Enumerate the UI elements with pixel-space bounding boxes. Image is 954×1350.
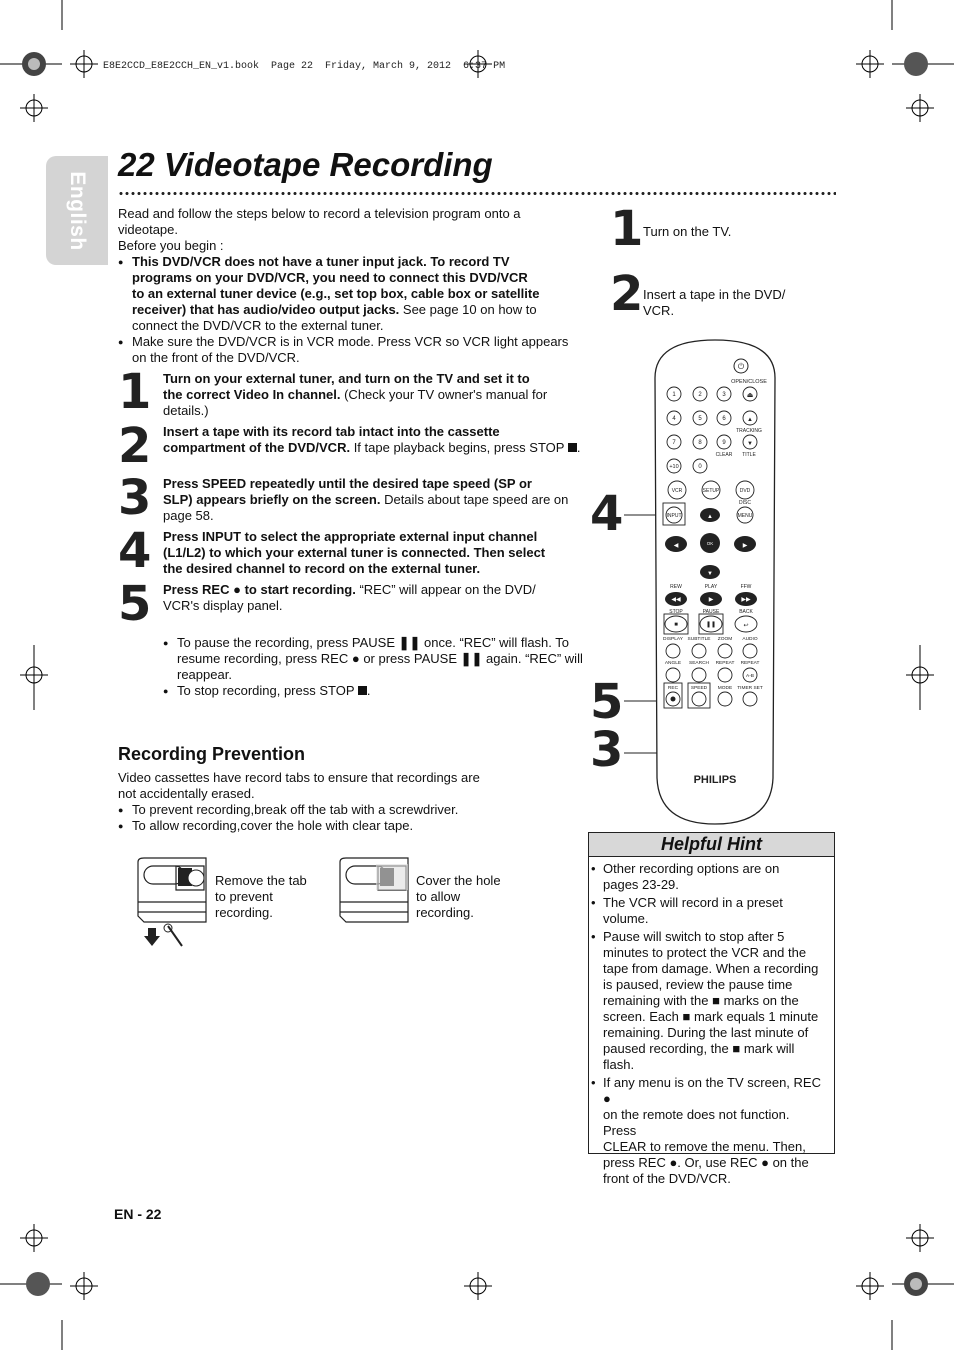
fig-caption-line: Cover the hole (416, 873, 501, 888)
search-label: SEARCH (689, 661, 709, 666)
fig-caption-line: recording. (215, 905, 273, 920)
svg-text:■: ■ (674, 622, 678, 628)
helpful-hint-box (588, 832, 835, 1186)
hint-line: pages 23-29. (603, 877, 679, 892)
setup-label: SETUP (702, 488, 720, 494)
print-header: E8E2CCD_E8E2CCH_EN_v1.book Page 22 Friday, March 9, 2012 6:37 PM (103, 61, 506, 72)
step-line: (L1/L2) to which your external tuner is connected. Then select (163, 545, 546, 560)
step-line: the correct Video In channel. (163, 387, 341, 402)
right-step-line: VCR. (643, 303, 675, 318)
intro-bullet-line: programs on your DVD/VCR, you need to connect this DVD/VCR (132, 270, 528, 285)
remote-control (645, 338, 785, 828)
hint-line: tape from damage. When a recording (603, 961, 819, 976)
pause-bullet (163, 635, 588, 683)
helpful-hint-title: Helpful Hint (589, 833, 834, 857)
cassette-remove-tab-figure (134, 856, 214, 952)
hint-list (589, 857, 834, 1187)
step-1-text (163, 371, 588, 419)
audio-label: AUDIO (742, 637, 758, 642)
step-number: 2 (118, 418, 152, 474)
hint-line: volume. (603, 911, 649, 926)
step-number: 1 (118, 364, 152, 420)
digit-3: 3 (722, 392, 726, 398)
page-title-text: Videotape Recording (163, 146, 493, 183)
hint-line: flash. (603, 1057, 635, 1072)
hint-item (603, 895, 826, 927)
right-step-number: 2 (610, 266, 644, 322)
hint-line: front of the DVD/VCR. (603, 1171, 731, 1186)
hint-line: remaining. During the last minute of (603, 1025, 809, 1040)
svg-text:▲: ▲ (707, 514, 713, 520)
prevention-line: not accidentally erased. (118, 786, 255, 801)
display-label: DISPLAY (663, 637, 683, 642)
hint-item (603, 929, 826, 1073)
page-number: 22 (118, 146, 155, 183)
step-line: Turn on your external tuner, and turn on the TV and set it to (163, 371, 530, 386)
intro-block (118, 206, 588, 366)
step-line: VCR's display panel. (163, 598, 283, 613)
subtitle-label: SUBTITLE (687, 637, 711, 642)
step-5-text (163, 582, 588, 614)
step-line: Details about tape speed are on (380, 492, 569, 507)
intro-bullet (118, 334, 588, 366)
page-footer: EN - 22 (114, 1206, 162, 1222)
right-step-2-text (643, 287, 785, 319)
stop-label: STOP (669, 609, 683, 615)
step-line: compartment of the DVD/VCR. (163, 440, 351, 455)
intro-bullet-line: connect the DVD/VCR to the external tuner. (132, 318, 384, 333)
title-label: TITLE (742, 452, 756, 458)
hint-line: • Pause will switch to stop after 5 (603, 929, 785, 944)
fig-caption-line: recording. (416, 905, 474, 920)
plus10-label: +10 (669, 464, 679, 470)
intro-before: Before you begin : (118, 238, 224, 253)
hint-line: • Other recording options are on (603, 861, 780, 876)
stop-text: To stop recording, press STOP (177, 683, 355, 698)
intro-bullet-line: See page 10 on how to (399, 302, 537, 317)
step-line: Press REC (163, 582, 230, 597)
back-label: BACK (739, 609, 753, 615)
svg-text:▼: ▼ (747, 441, 753, 447)
step-line: details.) (163, 403, 209, 418)
intro-bullet-line: to an external tuner device (e.g., set top box, cable box or satellite (132, 286, 540, 301)
step-line: the desired channel to record on the external tuner. (163, 561, 481, 576)
digit-0: 0 (698, 464, 702, 470)
clear-label: CLEAR (715, 452, 733, 458)
pause-text: again. “REC” will (482, 651, 583, 666)
title-divider (118, 190, 836, 197)
language-tab (46, 156, 108, 265)
hint-line: on the remote does not function. Press (603, 1107, 790, 1138)
callout-number: 4 (590, 486, 624, 542)
digit-8: 8 (698, 440, 702, 446)
timer-set-label: TIMER SET (737, 686, 763, 691)
step-line: (Check your TV owner's manual for (340, 387, 548, 402)
hint-item (603, 861, 826, 893)
pause-text: resume recording, press REC (177, 651, 349, 666)
intro-bullet-line: receiver) that has audio/video output jacks. (132, 302, 400, 317)
svg-text:◀: ◀ (673, 543, 679, 549)
zoom-label: ZOOM (717, 637, 733, 642)
prevention-bullet: ● To prevent recording,break off the tab with a screwdriver. (118, 802, 538, 818)
hint-line: paused recording, the ■ mark will (603, 1041, 795, 1056)
digit-2: 2 (698, 392, 702, 398)
input-label: INPUT (666, 513, 682, 519)
step-line: “REC” will appear on the DVD/ (355, 582, 536, 597)
hint-line: CLEAR to remove the menu. Then, (603, 1139, 806, 1154)
svg-text:⏏: ⏏ (746, 392, 754, 399)
mode-label: MODE (717, 686, 733, 691)
step-line: If tape playback begins, press STOP (350, 440, 565, 455)
right-step-1-text: Turn on the TV. (643, 224, 732, 239)
pause-text: or press PAUSE (359, 651, 458, 666)
remote-brand: PHILIPS (693, 774, 737, 786)
step-line: Press SPEED repeatedly until the desired tape speed (SP or (163, 476, 532, 491)
pause-label: PAUSE (702, 609, 720, 615)
stop-text: . (366, 683, 371, 698)
step-line: to start recording. (240, 582, 356, 597)
vcr-label: VCR (671, 488, 683, 494)
stop-icon (358, 686, 367, 695)
rec-label: REC (667, 686, 679, 691)
fig-caption-line: to allow (416, 889, 461, 904)
svg-text:▶: ▶ (708, 597, 714, 603)
svg-text:↩: ↩ (743, 623, 749, 629)
cassette-cover-hole-figure (336, 856, 416, 928)
ok-label: OK (706, 541, 714, 546)
fig1-caption (215, 873, 307, 921)
svg-text:⏻: ⏻ (737, 362, 745, 371)
svg-text:❚❚: ❚❚ (705, 622, 717, 628)
fig2-caption (416, 873, 501, 921)
hint-line: • The VCR will record in a preset (603, 895, 783, 910)
step-3-text (163, 476, 588, 524)
intro-line: Read and follow the steps below to record a television program onto a (118, 206, 521, 221)
rew-label: REW (670, 584, 682, 590)
step-2-text: Insert a tape with its record tab intact into the cassette compartment of the DVD/VCR. If tape playback begins, press STOP . (163, 424, 593, 456)
step-number: 4 (118, 523, 152, 579)
prevention-body (118, 770, 538, 834)
pause-notes (163, 635, 588, 699)
step-number: 5 (118, 576, 152, 632)
stop-bullet (163, 683, 588, 699)
open-close-label: OPEN/CLOSE (731, 379, 767, 385)
step-line: SLP) appears briefly on the screen. (163, 492, 381, 507)
speed-label: SPEED (690, 686, 708, 691)
ab-label: A-B (746, 674, 754, 679)
play-label: PLAY (704, 584, 718, 590)
prevention-line: Video cassettes have record tabs to ensure that recordings are (118, 770, 480, 785)
step-4-text (163, 529, 588, 577)
hint-line: press REC ●. Or, use REC ● on the (603, 1155, 809, 1170)
callout-number: 5 (590, 674, 624, 730)
repeat-label: REPEAT (715, 661, 735, 666)
step-line: Insert a tape with its record tab intact into the cassette (163, 424, 500, 439)
prevention-title: Recording Prevention (118, 744, 306, 764)
prevention-bullet: ● To allow recording,cover the hole with clear tape. (118, 818, 538, 834)
pause-icon: ❚❚ (398, 635, 421, 650)
pause-text: reappear. (177, 667, 232, 682)
digit-4: 4 (672, 416, 676, 422)
hint-line: remaining with the ■ marks on the (603, 993, 799, 1008)
stop-icon (568, 443, 577, 452)
intro-line: videotape. (118, 222, 178, 237)
hint-line: is paused, review the pause time (603, 977, 793, 992)
menu-label: MENU (737, 513, 753, 519)
hint-line: minutes to protect the VCR and the (603, 945, 807, 960)
repeat-ab-label: REPEAT (740, 661, 760, 666)
dvd-label: DVD (739, 488, 751, 494)
digit-6: 6 (722, 416, 726, 422)
hint-line: • If any menu is on the TV screen, REC ● (603, 1075, 821, 1106)
disc-label: DISC (739, 500, 751, 506)
fig-caption-line: to prevent (215, 889, 273, 904)
right-step-line: Insert a tape in the DVD/ (643, 287, 786, 302)
right-step-number: 1 (610, 201, 644, 257)
angle-label: ANGLE (664, 661, 682, 666)
fig-caption-line: Remove the tab (215, 873, 307, 888)
svg-text:◀◀: ◀◀ (671, 597, 681, 603)
ffw-label: FFW (740, 584, 752, 590)
step-line: Press INPUT to select the appropriate external input channel (163, 529, 538, 544)
language-tab-label: English (66, 170, 89, 251)
intro-bullet-line: on the front of the DVD/VCR. (132, 350, 300, 365)
svg-text:▼: ▼ (707, 571, 713, 577)
hint-item (603, 1075, 826, 1187)
intro-bullet-line: ● Make sure the DVD/VCR is in VCR mode. Press VCR so VCR light appears (132, 334, 569, 349)
hint-line: screen. Each ■ mark equals 1 minute (603, 1009, 819, 1024)
intro-bullet (118, 254, 588, 334)
tracking-label: TRACKING (736, 428, 762, 434)
page-title (118, 146, 493, 184)
callout-number: 3 (590, 722, 624, 778)
rec-icon: ● (351, 651, 360, 666)
pause-text: To pause the recording, press PAUSE (177, 635, 395, 650)
intro-bullet-line: ● This DVD/VCR does not have a tuner input jack. To record TV (132, 254, 510, 269)
svg-text:▶▶: ▶▶ (741, 597, 751, 603)
digit-5: 5 (698, 416, 702, 422)
pause-text: once. “REC” will flash. To (420, 635, 570, 650)
step-line: page 58. (163, 508, 214, 523)
step-number: 3 (118, 470, 152, 526)
svg-text:▶: ▶ (742, 543, 748, 549)
digit-7: 7 (672, 440, 676, 446)
rec-icon: ● (233, 582, 241, 597)
svg-text:▲: ▲ (747, 417, 753, 423)
digit-1: 1 (672, 392, 676, 398)
digit-9: 9 (722, 440, 726, 446)
pause-icon: ❚❚ (460, 651, 483, 666)
